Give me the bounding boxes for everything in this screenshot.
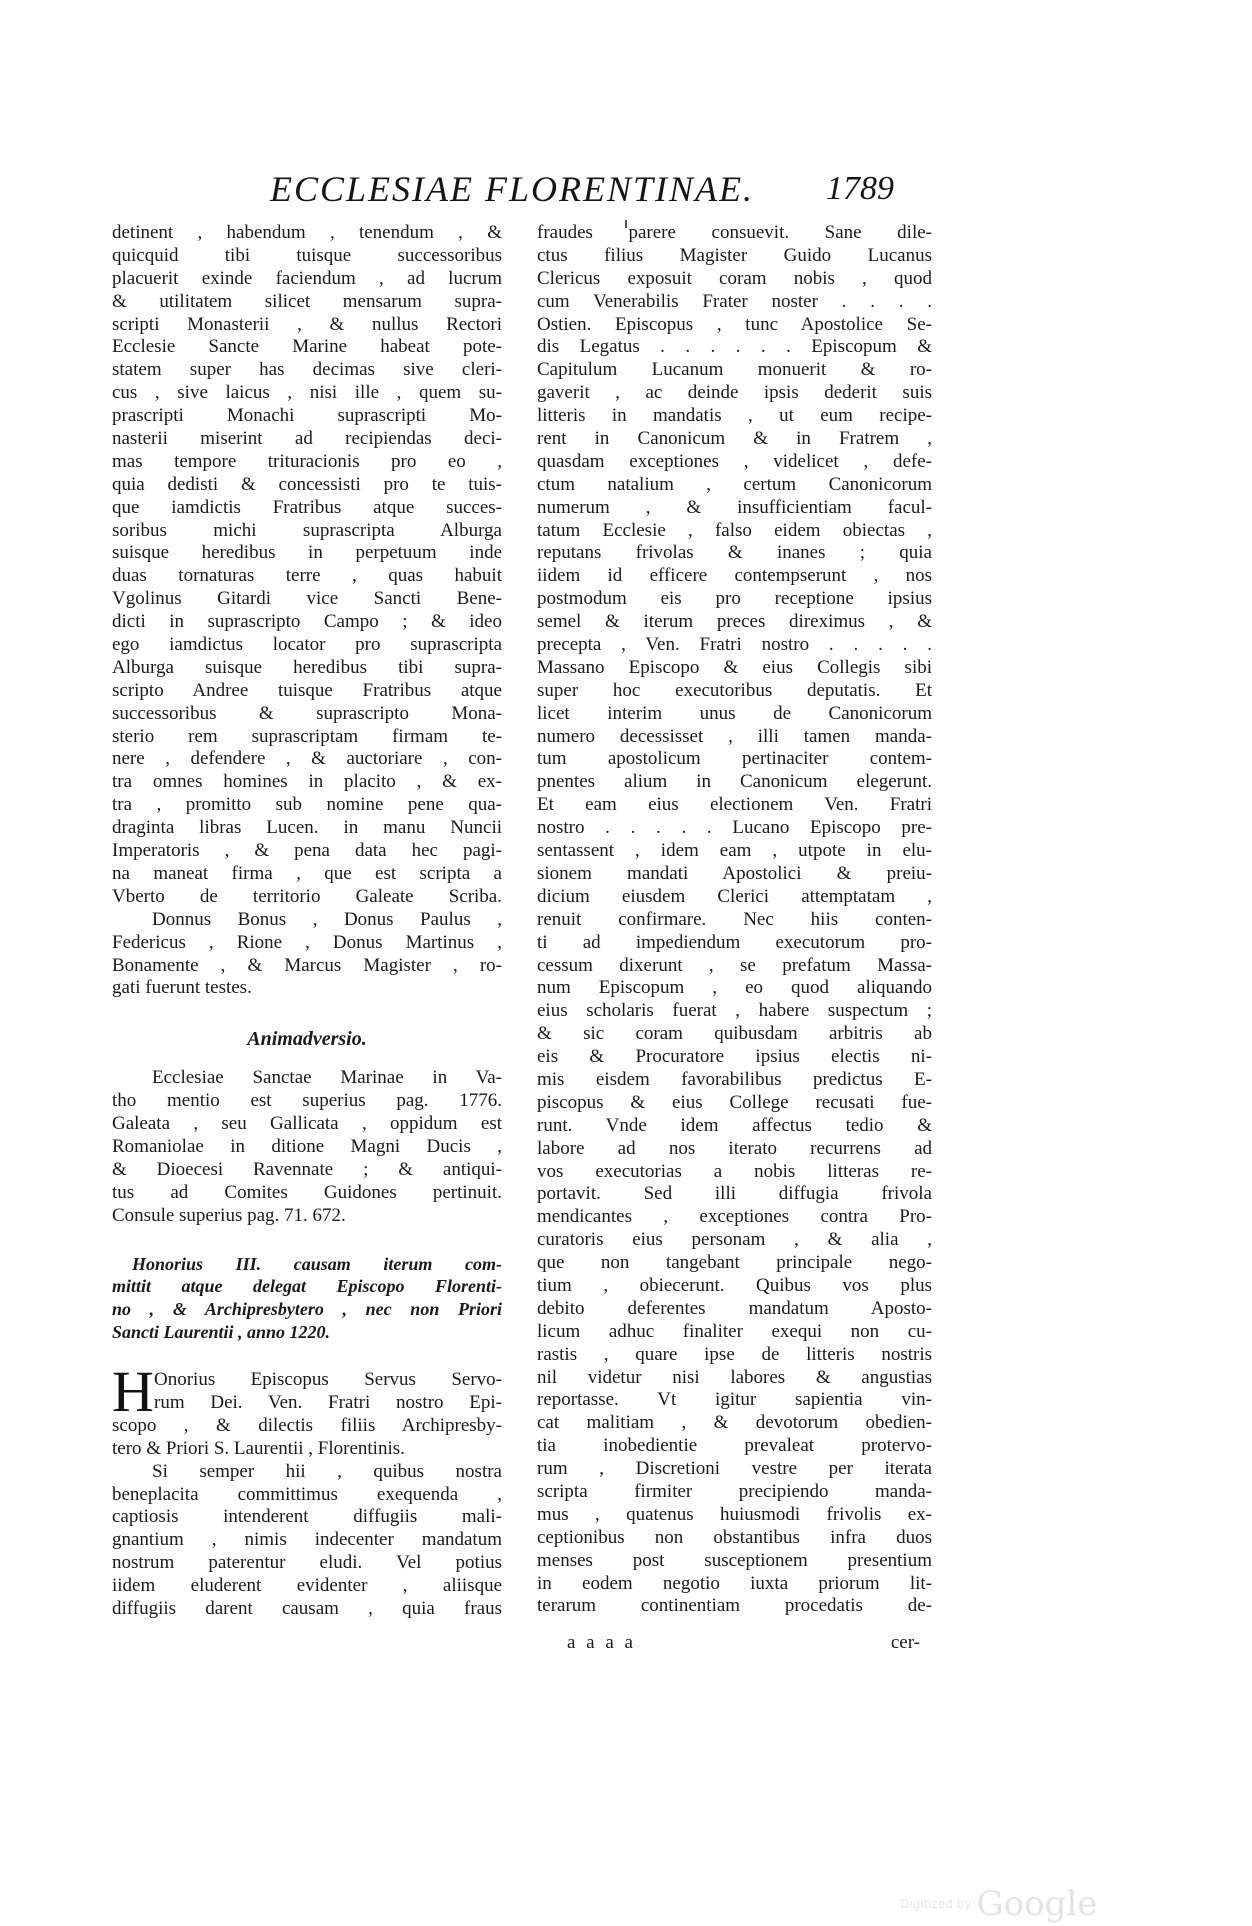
text-line: nere , defendere , & auctoriare , con- (112, 748, 502, 770)
text-line: super hoc executoribus deputatis. Et (537, 679, 932, 701)
text-line: ego iamdictus locator pro suprascripta (112, 634, 502, 656)
text-line: quasdam exceptiones , videlicet , defe- (537, 450, 932, 472)
left-column (112, 222, 502, 1621)
catchword: cer- (890, 1632, 920, 1653)
animadversio-heading: Animadversio. (247, 1028, 367, 1051)
text-line: tus ad Comites Guidones pertinuit. (112, 1181, 502, 1203)
text-line: dicium eiusdem Clerici attemptatam , (537, 885, 932, 907)
text-line: renuit confirmare. Nec hiis conten- (537, 908, 932, 930)
text-line: Onorius Episcopus Servus Servo- (154, 1369, 502, 1391)
text-line: eis & Procuratore ipsius electis ni- (537, 1046, 932, 1068)
text-line: numero decessisset , illi tamen manda- (537, 725, 932, 747)
text-line: nostro . . . . . Lucano Episcopo pre- (537, 817, 932, 839)
text-line: cum Venerabilis Frater noster . . . . (537, 290, 932, 312)
document-rubric (112, 1253, 502, 1345)
text-line: beneplacita committimus exequenda , (112, 1483, 502, 1505)
text-line: Massano Episcopo & eius Collegis sibi (537, 656, 932, 678)
text-line: Imperatoris , & pena data hec pagi- (112, 840, 502, 862)
letter-text-continued (112, 1484, 502, 1621)
text-line: licum adhuc finaliter exequi non cu- (537, 1320, 932, 1342)
text-line: Et eam eius electionem Ven. Fratri (537, 794, 932, 816)
text-line: labore ad nos iterato recurrens ad (537, 1137, 932, 1159)
text-line: scripto Andree tuisque Fratribus atque (112, 679, 502, 701)
text-line: soribus michi suprascripta Alburga (112, 519, 502, 541)
text-line: suisque heredibus in perpetuum inde (112, 542, 502, 564)
text-line: & utilitatem silicet mensarum supra- (112, 290, 502, 312)
text-line: diffugiis darent causam , quia fraus (112, 1597, 502, 1619)
text-line: iidem id efficere contempserunt , nos (537, 565, 932, 587)
text-line: precepta , Ven. Fratri nostro . . . . . (537, 634, 932, 656)
text-line: ctum natalium , certum Canonicorum (537, 473, 932, 495)
text-line: gnantium , nimis indecenter mandatum (112, 1529, 502, 1551)
text-line: nostrum paterentur eludi. Vel potius (112, 1552, 502, 1574)
watermark-logo-text: Google (976, 1884, 1098, 1924)
text-line: Ecclesie Sancte Marine habeat pote- (112, 336, 502, 358)
text-line: postmodum eis pro receptione ipsius (537, 588, 932, 610)
text-line: curatoris eius personam , & alia , (537, 1229, 932, 1251)
text-line: tra omnes homines in placito , & ex- (112, 771, 502, 793)
text-line: sterio rem suprascriptam firmam te- (112, 725, 502, 747)
running-head: ECCLESIAE FLORENTINAE. (270, 169, 754, 209)
text-line: quia dedisti & concessisti pro te tuis- (112, 473, 502, 495)
text-line: reputans frivolas & inanes ; quia (537, 542, 932, 564)
text-line: rastis , quare ipse de litteris nostris (537, 1343, 932, 1365)
text-line: Ostien. Episcopus , tunc Apostolice Se- (537, 313, 932, 335)
text-line: detinent , habendum , tenendum , & (112, 222, 502, 243)
text-line: que non tangebant principale nego- (537, 1252, 932, 1274)
text-line: draginta libras Lucen. in manu Nuncii (112, 817, 502, 839)
text-line: duas tornaturas terre , quas habuit (112, 565, 502, 587)
text-line: tra , promitto sub nomine pene qua- (112, 794, 502, 816)
text-line: Donnus Bonus , Donus Paulus , (152, 908, 502, 930)
text-line: Si semper hii , quibus nostra (152, 1460, 502, 1482)
page-number: 1789 (826, 170, 894, 207)
witness-list (112, 909, 502, 1001)
text-line: scripti Monasterii , & nullus Rectori (112, 313, 502, 335)
text-line: gati fuerunt testes. (112, 977, 252, 999)
text-line: ti ad impediendum executorum pro- (537, 931, 932, 953)
text-line: Ecclesiae Sanctae Marinae in Va- (152, 1067, 502, 1089)
drop-cap-letter: H (112, 1359, 154, 1425)
text-line: placuerit exinde faciendum , ad lucrum (112, 267, 502, 289)
text-line: portavit. Sed illi diffugia frivola (537, 1183, 932, 1205)
text-line: dicti in suprascripto Campo ; & ideo (112, 611, 502, 633)
animadversio-text (112, 1067, 502, 1227)
text-line: Bonamente , & Marcus Magister , ro- (112, 954, 502, 976)
text-line: tho mentio est superius pag. 1776. (112, 1090, 502, 1112)
watermark-small-text: Digitized by (900, 1897, 972, 1911)
text-line: na maneat firma , que est scripta a (112, 862, 502, 884)
charter-text (112, 222, 502, 909)
text-line: Honorius III. causam iterum com- (132, 1253, 502, 1274)
text-line: cessum dixerunt , se prefatum Massa- (537, 954, 932, 976)
text-line: semel & iterum preces direximus , & (537, 611, 932, 633)
letter-text (112, 1415, 502, 1461)
text-line: mis eisdem favorabilibus predictus E- (537, 1068, 932, 1090)
text-line: rum Dei. Ven. Fratri nostro Epi- (154, 1391, 502, 1413)
text-line: eius scholaris fuerat , habere suspectum ; (537, 1000, 932, 1022)
text-line: cat malitiam , & devotorum obedien- (537, 1412, 932, 1434)
text-line: & sic coram quibusdam arbitris ab (537, 1023, 932, 1045)
text-line: mendicantes , exceptiones contra Pro- (537, 1206, 932, 1228)
text-line: Sancti Laurentii , anno 1220. (112, 1322, 331, 1343)
text-line: tatum Ecclesie , falso eidem obiectas , (537, 519, 932, 541)
text-line: rum , Discretioni vestre per iterata (537, 1458, 932, 1480)
text-line: numerum , & insufficientiam facul- (537, 496, 932, 518)
digitization-watermark (900, 1884, 1097, 1924)
text-line: sentassent , idem eam , utpote in elu- (537, 840, 932, 862)
text-line: Galeata , seu Gallicata , oppidum est (112, 1113, 502, 1135)
text-line: Clericus exposuit coram nobis , quod (537, 267, 932, 289)
text-line: Alburga suisque heredibus tibi supra- (112, 656, 502, 678)
text-line: num Episcopum , eo quod aliquando (537, 977, 932, 999)
text-line: sionem mandati Apostolici & preiu- (537, 862, 932, 884)
text-line: tium , obiecerunt. Quibus vos plus (537, 1274, 932, 1296)
text-line: statem super has decimas sive cleri- (112, 359, 502, 381)
text-line: tia inobedientie prevaleat protervo- (537, 1435, 932, 1457)
text-line: rent in Canonicum & in Fratrem , (537, 428, 932, 450)
text-line: Vgolinus Gitardi vice Sancti Bene- (112, 588, 502, 610)
text-line: que iamdictis Fratribus atque succes- (112, 496, 502, 518)
text-line: tum apostolicum pertinaciter contem- (537, 748, 932, 770)
text-line: licet interim unus de Canonicorum (537, 702, 932, 724)
text-line: dis Legatus . . . . . . Episcopum & (537, 336, 932, 358)
text-line: cus , sive laicus , nisi ille , quem su- (112, 382, 502, 404)
text-line: successoribus & suprascripto Mona- (112, 702, 502, 724)
text-line: mas tempore trituracionis pro eo , (112, 450, 502, 472)
text-line: pnentes alium in Canonicum elegerunt. (537, 771, 932, 793)
text-line: prascripti Monachi suprascripti Mo- (112, 405, 502, 427)
page-header (0, 168, 1252, 218)
text-line: gaverit , ac deinde ipsis dederit suis (537, 382, 932, 404)
text-line: terarum continentiam procedatis de- (537, 1595, 932, 1617)
text-line: litteris in mandatis , ut eum recipe- (537, 405, 932, 427)
text-line: Romaniolae in ditione Magni Ducis , (112, 1135, 502, 1157)
text-line: quicquid tibi tuisque successoribus (112, 244, 502, 266)
signature-mark: a a a a (567, 1632, 636, 1653)
text-line: mus , quatenus huiusmodi frivolis ex- (537, 1503, 932, 1525)
text-line: scripta firmiter precipiendo manda- (537, 1480, 932, 1502)
text-line: tero & Priori S. Laurentii , Florentinis. (112, 1437, 405, 1459)
text-line: ceptionibus non obstantibus infra duos (537, 1526, 932, 1548)
text-line: runt. Vnde idem affectus tedio & (537, 1114, 932, 1136)
text-line: ctus filius Magister Guido Lucanus (537, 244, 932, 266)
text-line: debito deferentes mandatum Aposto- (537, 1297, 932, 1319)
text-line: mittit atque delegat Episcopo Florenti- (112, 1276, 502, 1297)
page-footer (537, 1632, 932, 1658)
text-line: nasterii miserint ad recipiendas deci- (112, 428, 502, 450)
right-column (537, 222, 932, 1618)
text-line: Consule superius pag. 71. 672. (112, 1204, 346, 1226)
text-line: Vberto de territorio Galeate Scriba. (112, 885, 502, 907)
text-line: Federicus , Rione , Donus Martinus , (112, 931, 502, 953)
text-line: captiosis intenderent diffugiis mali- (112, 1506, 502, 1528)
text-line: menses post susceptionem presentium (537, 1549, 932, 1571)
text-line: vos executorias a nobis litteras re- (537, 1160, 932, 1182)
text-line: piscopus & eius College recusati fue- (537, 1091, 932, 1113)
text-line: scopo , & dilectis filiis Archipresby- (112, 1414, 502, 1436)
text-line: fraudes parere consuevit. Sane dile- (537, 222, 932, 243)
text-line: & Dioecesi Ravennate ; & antiqui- (112, 1158, 502, 1180)
text-line: in eodem negotio iuxta priorum lit- (537, 1572, 932, 1594)
text-line: no , & Archipresbytero , nec non Priori (112, 1299, 502, 1320)
text-line: Capitulum Lucanum monuerit & ro- (537, 359, 932, 381)
text-line: nil videtur nisi labores & angustias (537, 1366, 932, 1388)
text-line: reportasse. Vt igitur sapientia vin- (537, 1389, 932, 1411)
text-line: iidem eluderent evidenter , aliisque (112, 1575, 502, 1597)
